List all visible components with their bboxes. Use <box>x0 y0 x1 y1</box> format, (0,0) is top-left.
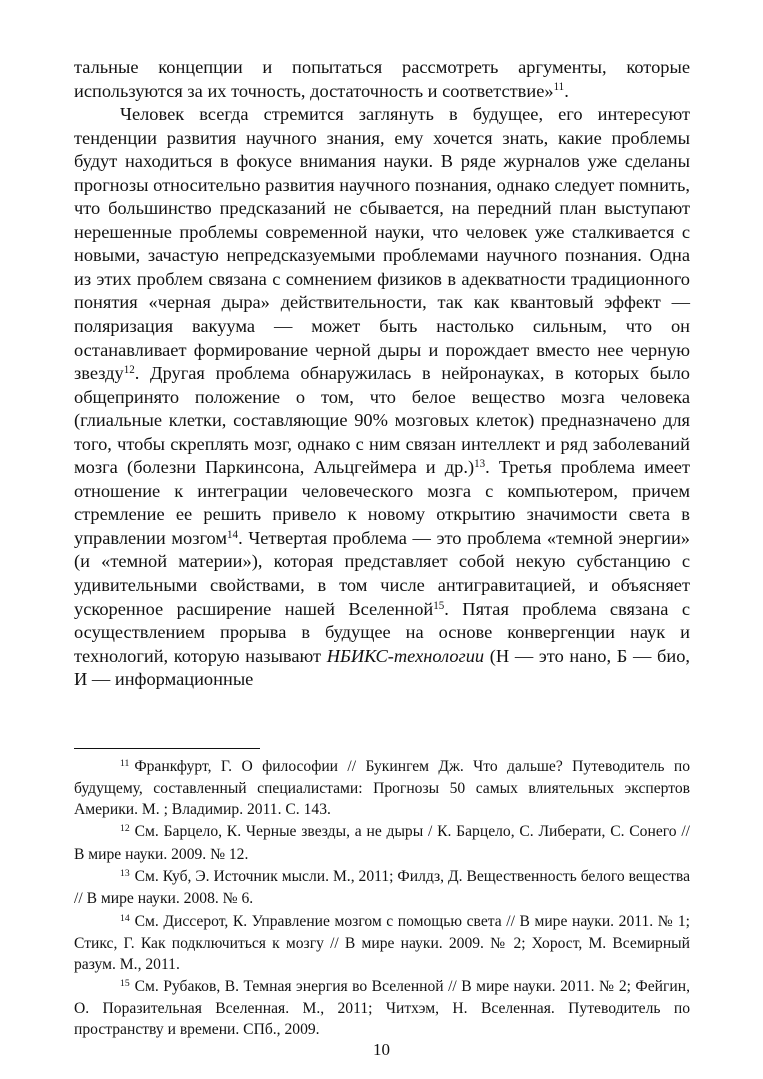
paragraph-text: . Пятая проблема связана с осуществлением прорыва в будущее на основе конвергенции наук и технологий, которую называют <box>74 598 690 666</box>
footnote-number: 15 <box>120 978 130 990</box>
main-text <box>74 56 690 692</box>
footnote-ref-15[interactable]: 15 <box>433 599 445 612</box>
paragraph-text: (Н — это нано, Б — био, И — информационные <box>74 645 690 690</box>
paragraph-main <box>74 103 690 692</box>
footnote-11 <box>74 757 690 820</box>
footnote-text: См. Диссерот, К. Управление мозгом с помощью света // В мире науки. 2011. № 1; Стикс, Г. Как подключиться к мозгу // В мире науки. 2009. № 2; Хорост, М. Всемирный разум. М., 2011. <box>74 912 690 973</box>
paragraph-continuation: тальные концепции и попытаться рассмотреть аргументы, которые используются за их точность, достаточность и соответствие»$^{11}$. <box>74 57 690 101</box>
footnote-ref-14[interactable]: 14 <box>227 528 239 541</box>
footnote-number: 13 <box>120 868 130 880</box>
footnote-text: См. Рубаков, В. Темная энергия во Вселенной // В мире науки. 2011. № 2; Фейгин, О. Поразительная Вселенная. М., 2011; Читхэм, Н. Вселенная. Путеводитель по пространству и времени. СПб., 2009. <box>74 978 690 1038</box>
italic-term: НБИКС-технологии <box>326 645 485 666</box>
footnote-number: 14 <box>120 913 130 925</box>
footnotes <box>74 757 690 1042</box>
paragraph-text: Человек всегда стремится заглянуть в будущее, его интересуют тенденции развития научного знания, ему хочется знать, какие проблемы будут находиться в фокусе внимания науки. В ряде журналов уже сделаны прогнозы относительно развития научного познания, однако следует помнить, что большинство предсказаний не сбывается, на передний план выступают нерешенные проблемы современной науки, что человек уже сталкивается с новыми, зачастую непредсказуемыми проблемами научного познания. Одна из этих проблем связана с сомнением физиков в адекватности традиционного понятия «черная дыра» действительности, так как квантовый эффект — поляризация вакуума — может быть настолько сильным, что он останавливает формирование черной дыры и порождает вместо нее черную звезду <box>74 104 690 384</box>
footnote-number: 12 <box>120 823 130 835</box>
footnote-15 <box>74 977 690 1040</box>
footnote-text: Франкфурт, Г. О философии // Букингем Дж. Что дальше? Путеводитель по будущему, составленный специалистами: Прогнозы 50 самых влиятельных экспертов Америки. М. ; Владимир. 2011. С. 143. <box>74 758 690 818</box>
page-body <box>74 56 690 692</box>
footnote-ref-11[interactable]: 11 <box>553 81 565 94</box>
page-number: 10 <box>373 1040 390 1059</box>
footnote-ref-13[interactable]: 13 <box>474 458 486 471</box>
footnote-text: См. Куб, Э. Источник мысли. М., 2011; Филдз, Д. Вещественность белого вещества // В мире науки. 2008. № 6. <box>74 868 690 908</box>
footnote-ref-12[interactable]: 12 <box>123 364 135 377</box>
footnote-text: См. Барцело, К. Черные звезды, а не дыры / К. Барцело, С. Либерати, С. Сонего // В мире науки. 2009. № 12. <box>74 823 690 863</box>
footnote-number: 11 <box>120 758 130 770</box>
footnote-divider <box>74 748 260 749</box>
paragraph-text: . Четвертая проблема — это проблема «темной энергии» (и «темной материи»), которая представляет собой некую субстанцию с удивительными свойствами, в том числе антигравитацией, и объясняет ускоренное расширение нашей Вселенной <box>74 527 690 619</box>
footnote-12 <box>74 822 690 865</box>
footnote-13 <box>74 867 690 910</box>
paragraph-text: . Другая проблема обнаружилась в нейронауках, в которых было общепринято положение о том, что белое вещество мозга человека (глиальные клетки, составляющие 90% мозговых клеток) предназначено для того, чтобы скреплять мозг, однако с ним связан интеллект и ряд заболеваний мозга (болезни Паркинсона, Альцгеймера и др.) <box>74 363 690 478</box>
footnote-14 <box>74 912 690 975</box>
paragraph-text: тальные концепции и попытаться рассмотреть аргументы, которые используются за их точность, достаточность и соответствие» <box>74 57 690 101</box>
paragraph-text: . Третья проблема имеет отношение к интеграции человеческого мозга с компьютером, причем стремление ее решить привело к новому открытию значимости света в управлении мозгом <box>74 457 690 548</box>
